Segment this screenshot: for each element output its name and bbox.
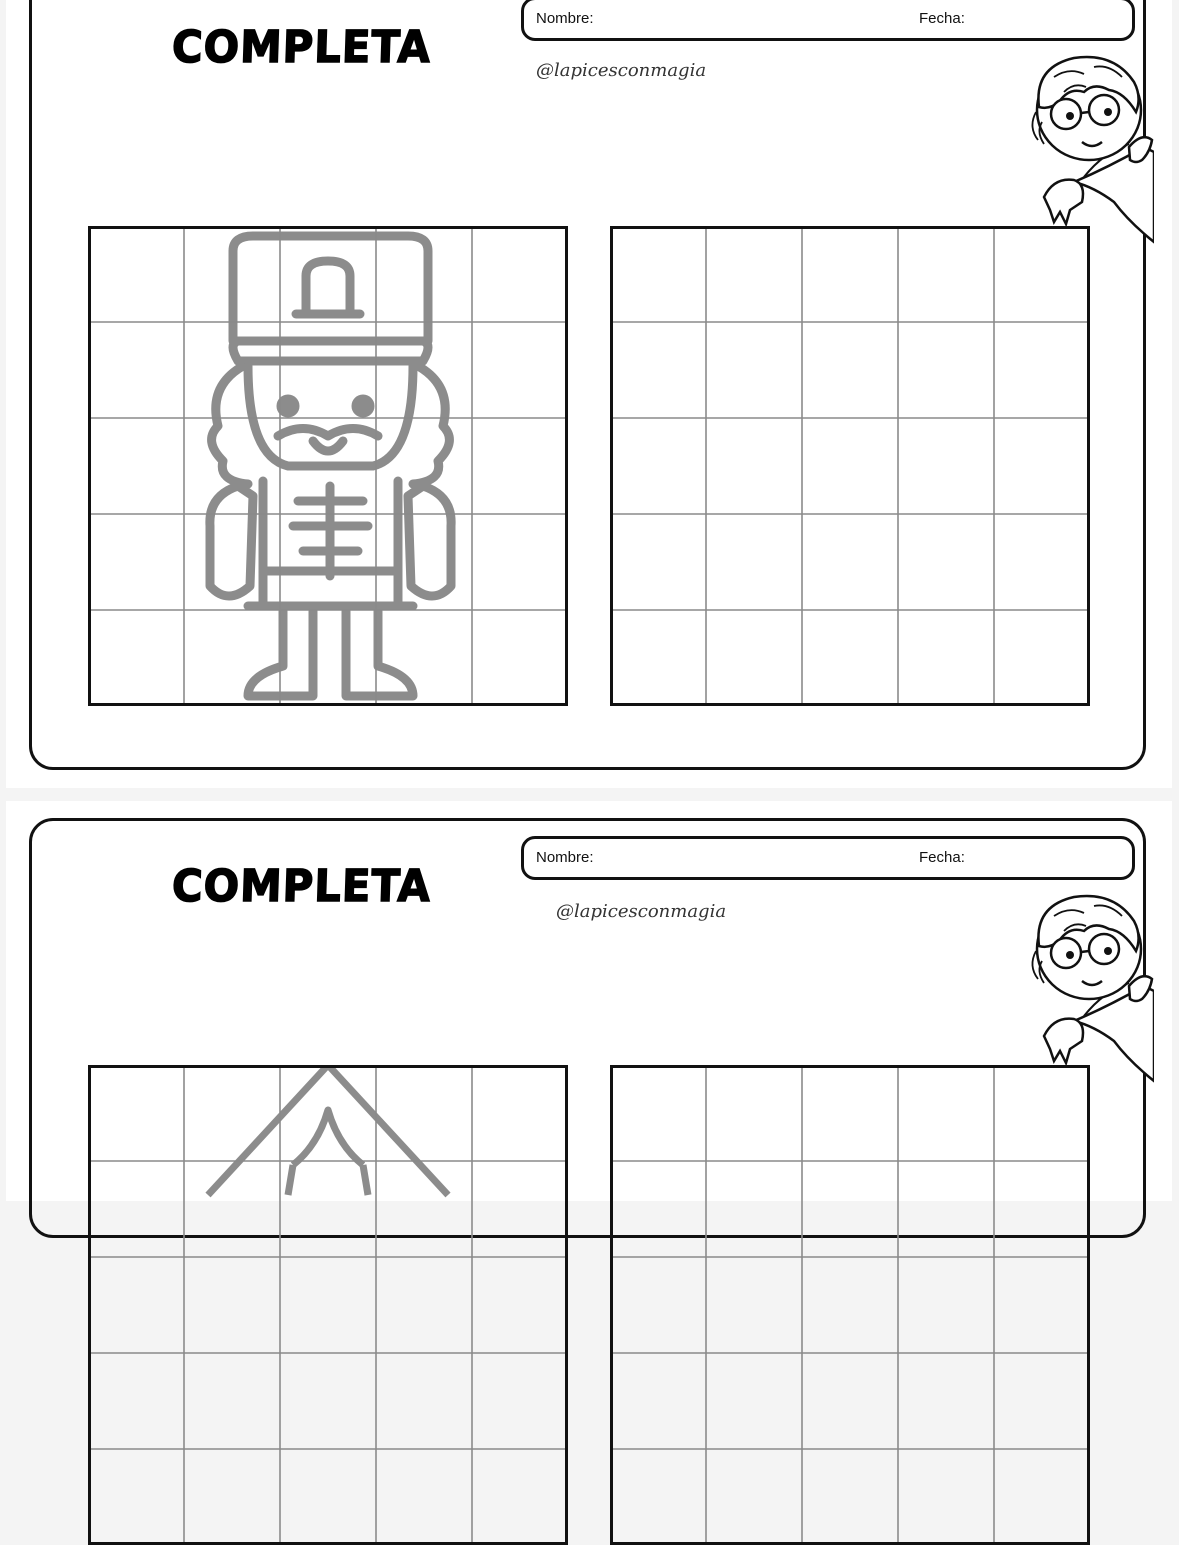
author-credit: @lapicesconmagia bbox=[556, 901, 727, 922]
christmas-tree-figure bbox=[208, 1065, 448, 1195]
drawing-grid[interactable] bbox=[610, 226, 1090, 706]
worksheet-title: COMPLETA bbox=[171, 861, 432, 912]
model-grid bbox=[88, 1065, 568, 1545]
name-label: Nombre: bbox=[536, 10, 594, 27]
worksheet-1 bbox=[6, 0, 1172, 788]
name-date-box bbox=[521, 0, 1135, 41]
name-date-box bbox=[521, 836, 1135, 880]
drawing-grid[interactable] bbox=[610, 1065, 1090, 1545]
name-label: Nombre: bbox=[536, 849, 594, 866]
author-credit: @lapicesconmagia bbox=[536, 60, 707, 81]
nutcracker-figure bbox=[210, 236, 451, 696]
date-label: Fecha: bbox=[919, 849, 965, 866]
boy-with-glasses-icon bbox=[1014, 891, 1154, 1091]
boy-with-glasses-icon bbox=[1014, 52, 1154, 252]
date-label: Fecha: bbox=[919, 10, 965, 27]
model-grid bbox=[88, 226, 568, 706]
worksheet-2 bbox=[6, 801, 1172, 1201]
worksheet-title: COMPLETA bbox=[171, 22, 432, 73]
